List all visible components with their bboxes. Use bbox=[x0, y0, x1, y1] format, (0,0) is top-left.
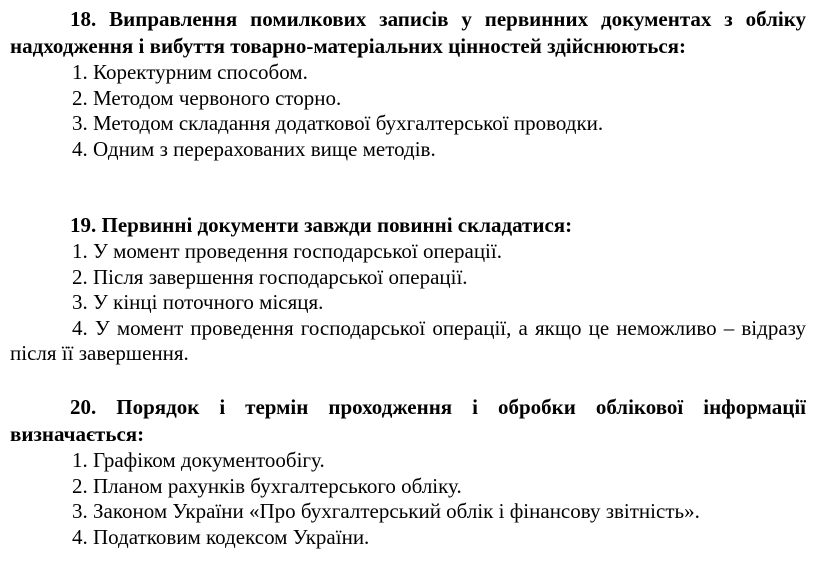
answer-option: 1. Коректурним способом. bbox=[72, 60, 308, 84]
answer-option: 1. У момент проведення господарської операції. bbox=[72, 239, 502, 263]
question-18 bbox=[0, 6, 816, 162]
question-title: 19. Первинні документи завжди повинні складатися: bbox=[70, 213, 573, 237]
question-19 bbox=[0, 212, 816, 367]
answer-option: 3. Законом України «Про бухгалтерський облік і фінансову звітність». bbox=[72, 499, 700, 523]
answer-option: 2. Після завершення господарської операції. bbox=[72, 264, 468, 289]
answer-option: 4. У момент проведення господарської операції, а якщо це неможливо – відразу після її завершення. bbox=[10, 315, 806, 365]
answer-option: 3. У кінці поточного місяця. bbox=[72, 290, 324, 314]
answer-option: 3. Методом складання додаткової бухгалтерської проводки. bbox=[72, 111, 604, 135]
answer-options bbox=[0, 60, 816, 162]
answer-option: 2. Планом рахунків бухгалтерського обліку. bbox=[72, 473, 462, 498]
answer-options bbox=[0, 448, 816, 550]
question-title: 18. Виправлення помилкових записів у первинних документах з обліку надходження і вибуття товарно-матеріальних цінностей здійснюються: bbox=[10, 7, 806, 58]
answer-options bbox=[0, 239, 816, 367]
answer-option: 1. Графіком документообігу. bbox=[72, 448, 325, 472]
answer-option: 2. Методом червоного сторно. bbox=[72, 85, 342, 110]
question-20 bbox=[0, 394, 816, 550]
answer-option: 4. Податковим кодексом України. bbox=[72, 524, 370, 549]
question-title: 20. Порядок і термін проходження і обробки облікової інформації визначається: bbox=[10, 395, 806, 446]
answer-option: 4. Одним з перерахованих вище методів. bbox=[72, 136, 436, 161]
